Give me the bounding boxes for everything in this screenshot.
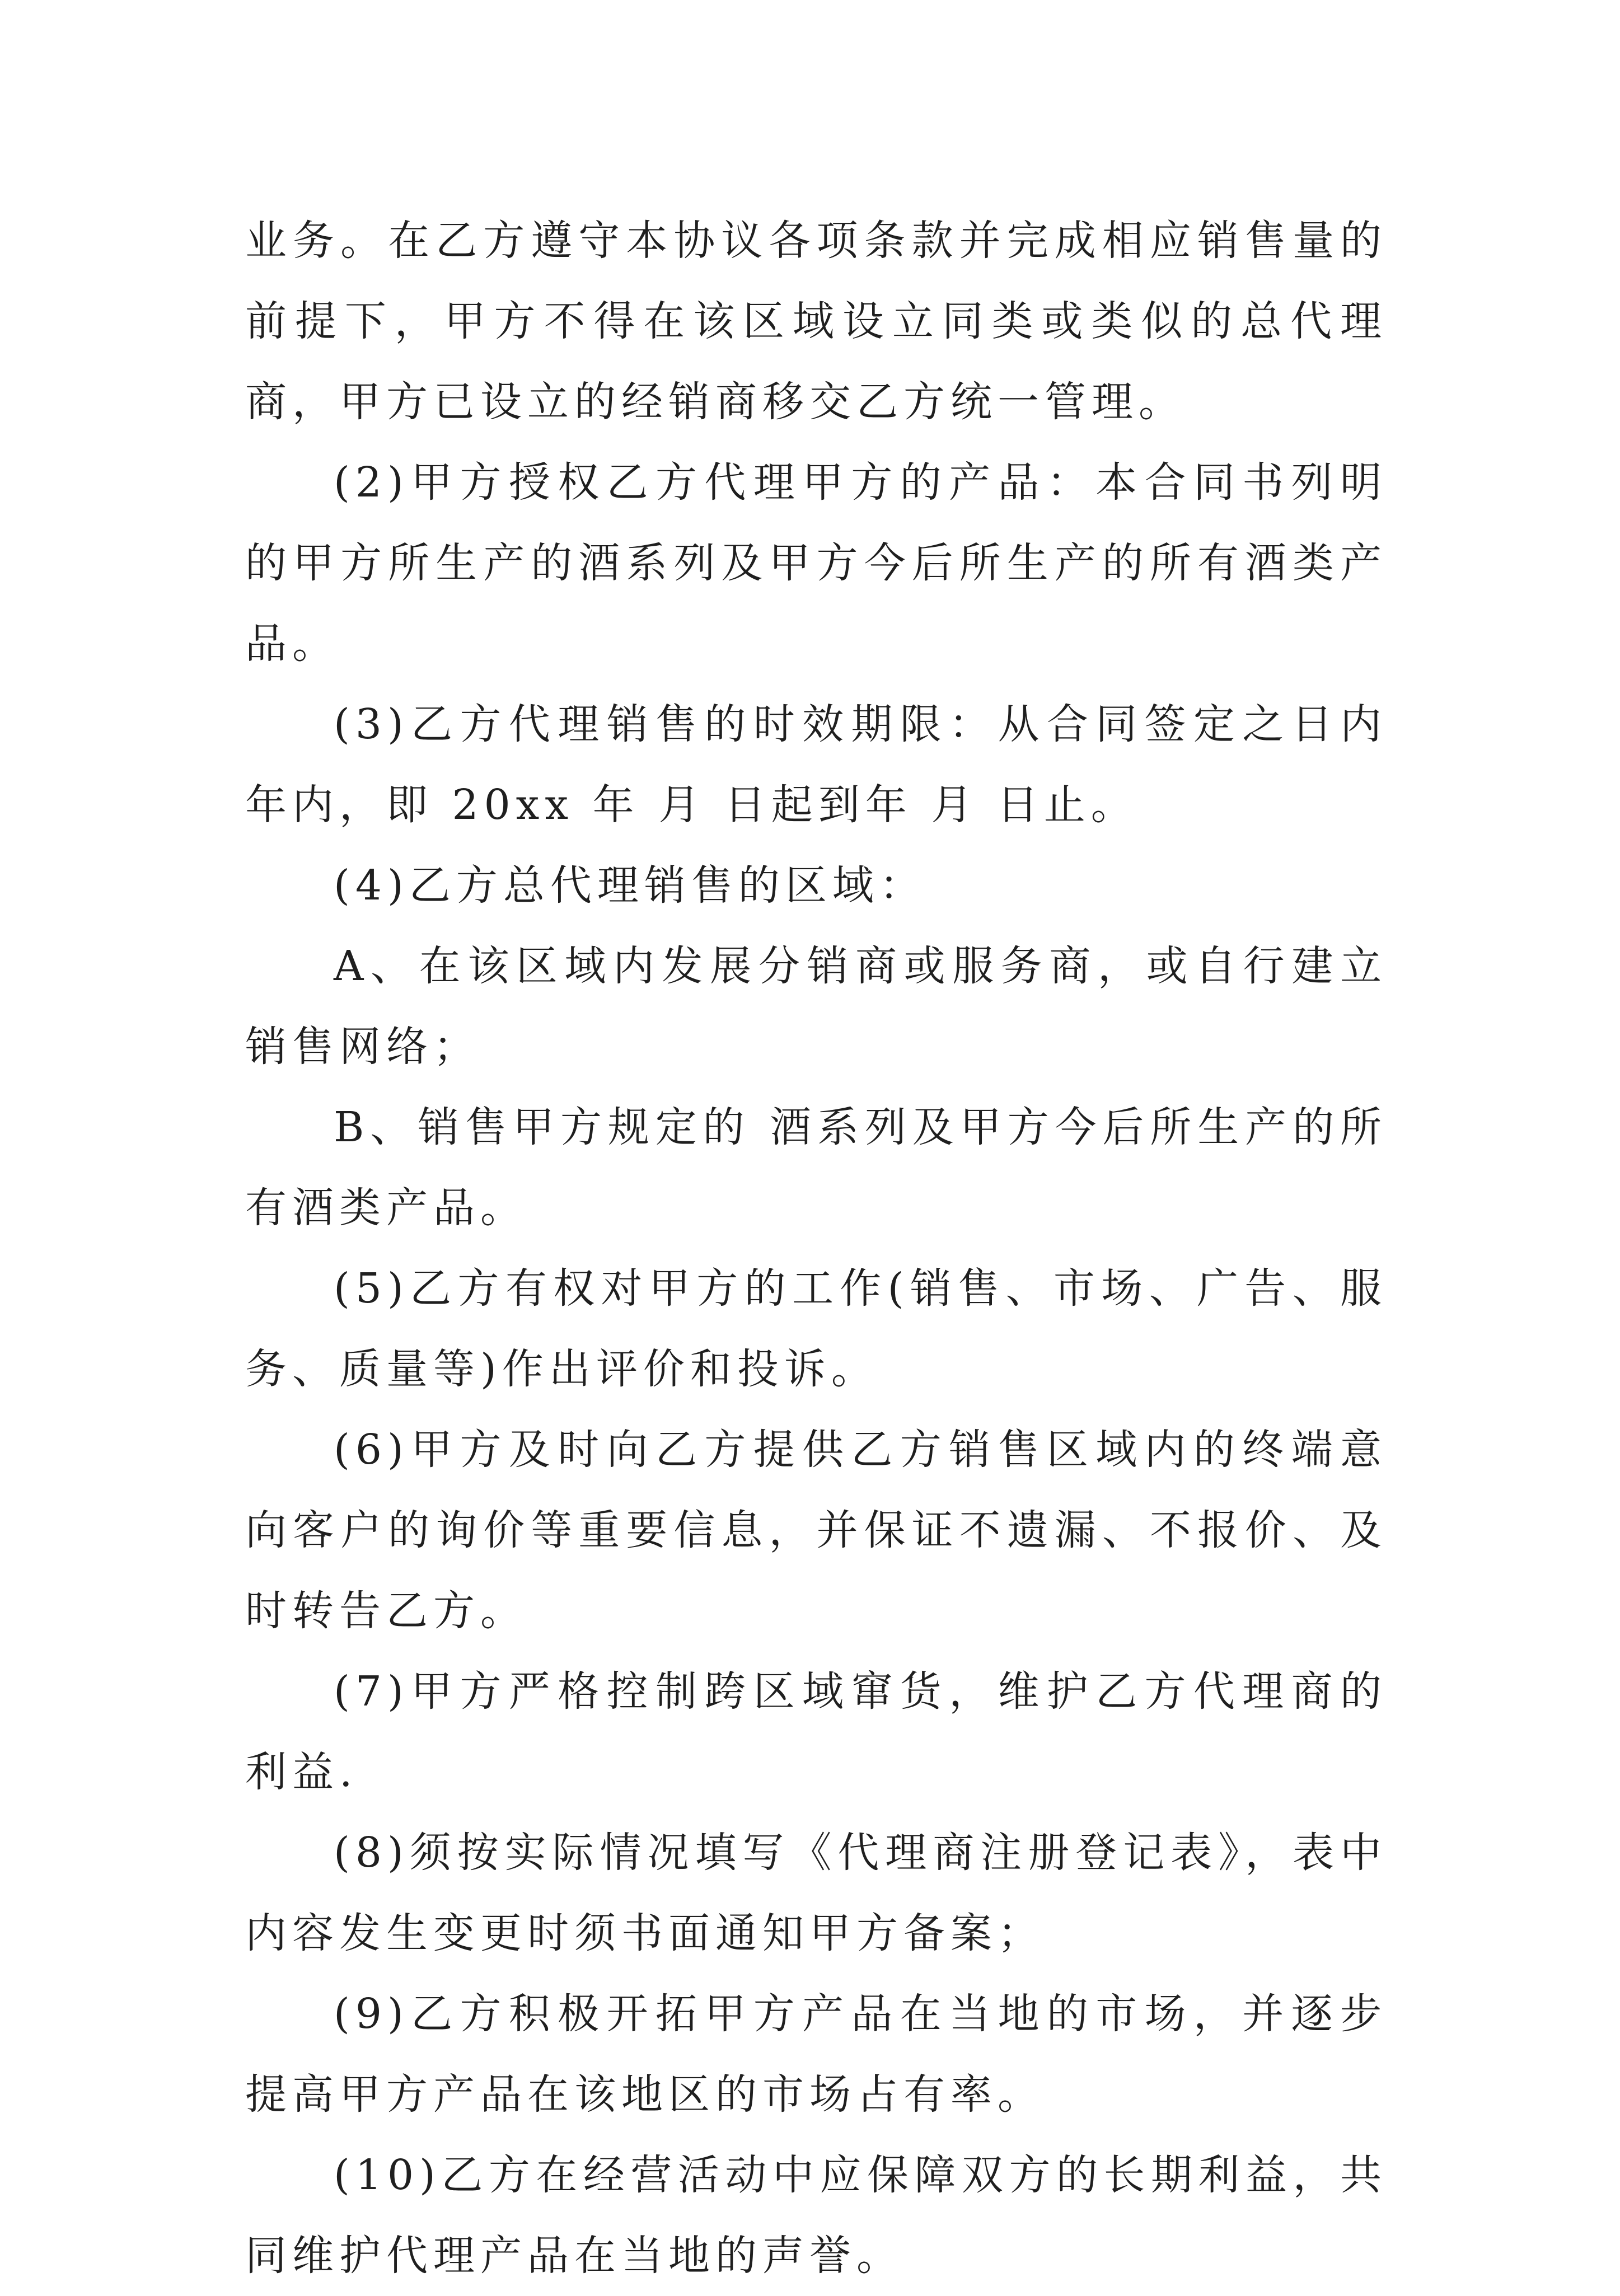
paragraph-clause-7: (7)甲方严格控制跨区域窜货，维护乙方代理商的利益. [245, 1667, 1387, 1796]
paragraph-clause-3: (3)乙方代理销售的时效期限：从合同签定之日内 年内，即 20xx 年 月 日起到年 月 日止。 [245, 700, 1387, 829]
paragraph-continuation: 业务。在乙方遵守本协议各项条款并完成相应销售量的前提下，甲方不得在该区域设立同类或类似的总代理商，甲方已设立的经销商移交乙方统一管理。 [245, 217, 1387, 426]
document-body [245, 200, 1387, 2296]
paragraph-clause-9: (9)乙方积极开拓甲方产品在当地的市场，并逐步提高甲方产品在该地区的市场占有率。 [245, 1990, 1387, 2119]
paragraph-clause-4: (4)乙方总代理销售的区域： [334, 861, 926, 910]
paragraph-clause-4a: A、在该区域内发展分销商或服务商，或自行建立销售网络； [245, 942, 1387, 1071]
paragraph-clause-4b: B、销售甲方规定的 酒系列及甲方今后所生产的所有酒类产品。 [245, 1103, 1387, 1232]
paragraph-clause-5: (5)乙方有权对甲方的工作(销售、市场、广告、服务、质量等)作出评价和投诉。 [245, 1264, 1387, 1393]
paragraph-clause-8: (8)须按实际情况填写《代理商注册登记表》，表中内容发生变更时须书面通知甲方备案； [245, 1829, 1387, 1957]
paragraph-clause-6: (6)甲方及时向乙方提供乙方销售区域内的终端意向客户的询价等重要信息，并保证不遗漏、不报价、及时转告乙方。 [245, 1426, 1387, 1635]
paragraph-clause-10: (10)乙方在经营活动中应保障双方的长期利益，共同维护代理产品在当地的声誉。 [245, 2151, 1387, 2280]
paragraph-clause-2: (2)甲方授权乙方代理甲方的产品：本合同书列明的甲方所生产的酒系列及甲方今后所生产的所有酒类产品。 [245, 458, 1387, 668]
